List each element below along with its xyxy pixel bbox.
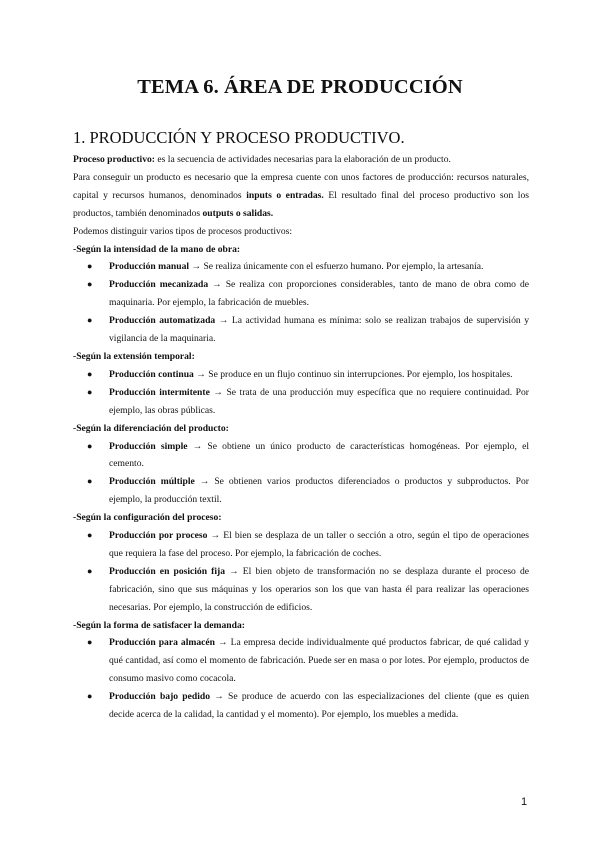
bullet-icon: ● — [87, 691, 93, 702]
item-term: Producción bajo pedido — [109, 691, 211, 703]
definition-text: es la secuencia de actividades necesarias para la elaboración de un producto. — [154, 154, 451, 165]
item-description: → Se obtienen varios productos diferenciados o productos y subproductos. Por ejemplo, la producción textil. — [109, 476, 529, 506]
group-heading: -Según la intensidad de la mano de obra: — [73, 243, 241, 255]
item-term: Producción mecanizada — [109, 279, 209, 291]
bullet-list — [73, 527, 529, 617]
bullet-icon: ● — [87, 440, 93, 451]
item-term: Producción intermitente — [109, 386, 210, 398]
document-title: TEMA 6. ÁREA DE PRODUCCIÓN — [137, 76, 463, 98]
bullet-list — [73, 438, 529, 510]
list-item — [73, 384, 529, 420]
bullet-icon: ● — [87, 261, 93, 272]
item-description: → Se obtiene un único producto de características homogéneas. Por ejemplo, el cemento. — [109, 440, 529, 470]
list-item — [73, 473, 529, 509]
group-heading: -Según la forma de satisfacer la demanda: — [73, 619, 245, 631]
item-term: Producción manual — [109, 261, 190, 273]
item-term: Producción múltiple — [109, 476, 195, 488]
bullet-list — [73, 366, 529, 420]
list-item — [73, 276, 529, 312]
list-item — [73, 258, 529, 276]
item-term: Producción simple — [109, 440, 188, 452]
document-body — [73, 151, 529, 724]
factors-paragraph — [73, 169, 529, 223]
definition-paragraph — [73, 151, 529, 169]
list-item — [73, 312, 529, 348]
item-description: → El bien se desplaza de un taller o sección a otro, según el tipo de operaciones que requiera la fase del proceso. Por ejemplo, la fabricación de coches. — [109, 530, 529, 559]
item-description: → La actividad humana es mínima: solo se realizan trabajos de supervisión y vigilancia de la maquinaria. — [109, 315, 530, 345]
page-number: 1 — [521, 796, 528, 808]
bullet-icon: ● — [87, 565, 93, 576]
types-intro-paragraph: Podemos distinguir varios tipos de procesos productivos: — [73, 225, 293, 237]
section-heading: 1. PRODUCCIÓN Y PROCESO PRODUCTIVO. — [73, 128, 405, 147]
list-item — [73, 527, 529, 563]
bullet-list — [73, 258, 529, 348]
bullet-icon: ● — [87, 315, 93, 326]
item-term: Producción para almacén — [109, 637, 216, 649]
bullet-icon: ● — [87, 279, 93, 290]
item-term: Producción en posición fija — [109, 565, 226, 577]
item-description: → Se trata de una producción muy específica que no requiere continuidad. Por ejemplo, las obras públicas. — [109, 386, 529, 416]
group-heading: -Según la configuración del proceso: — [73, 512, 222, 524]
factors-text-2: El resultado final del proceso productivo son los productos, también denominados — [73, 189, 529, 219]
item-term: Producción por proceso — [109, 530, 208, 542]
bullet-icon: ● — [87, 476, 93, 487]
item-term: Producción continua — [109, 368, 194, 380]
list-item — [73, 563, 529, 617]
list-item — [73, 366, 529, 384]
item-term: Producción automatizada — [109, 315, 216, 327]
bullet-icon: ● — [87, 386, 93, 397]
item-description: → Se realiza con proporciones considerables, tanto de mano de obra como de maquinaria. Por ejemplo, la fabricación de muebles. — [109, 279, 529, 309]
item-description: → El bien objeto de transformación no se desplaza durante el proceso de fabricación, sino que sus máquinas y los operarios son los que van hasta él para realizar las operaciones necesarias. Por ejemplo, la construcción de edificios. — [109, 565, 529, 613]
factors-text-1: Para conseguir un producto es necesario que la empresa cuente con unos factores de producción: recursos naturales, capital y recursos humanos, denominados — [73, 171, 529, 201]
process-type-groups — [73, 241, 529, 724]
item-description: → Se produce de acuerdo con las especializaciones del cliente (que es quien decide acerca de la calidad, la cantidad y el momento). Por ejemplo, los muebles a medida. — [109, 691, 529, 721]
bullet-icon: ● — [87, 368, 93, 379]
list-item — [73, 634, 529, 688]
item-description: → Se produce en un flujo continuo sin interrupciones. Por ejemplo, los hospitales. — [193, 368, 513, 380]
factors-outputs: outputs o salidas. — [202, 207, 274, 219]
definition-term: Proceso productivo: — [73, 154, 155, 165]
item-description: → La empresa decide individualmente qué productos fabricar, de qué calidad y qué cantidad, así como el momento de fabricación. Puede ser en masa o por lotes. Por ejemplo, productos de consumo masivo como cocacola. — [109, 637, 529, 685]
group-heading: -Según la extensión temporal: — [73, 350, 195, 362]
group-heading: -Según la diferenciación del producto: — [73, 422, 229, 434]
bullet-list — [73, 634, 529, 724]
bullet-icon: ● — [87, 637, 93, 648]
list-item — [73, 688, 529, 724]
bullet-icon: ● — [87, 530, 93, 541]
item-description: → Se realiza únicamente con el esfuerzo humano. Por ejemplo, la artesanía. — [189, 261, 484, 273]
factors-inputs: inputs o entradas. — [246, 189, 324, 201]
list-item — [73, 438, 529, 474]
